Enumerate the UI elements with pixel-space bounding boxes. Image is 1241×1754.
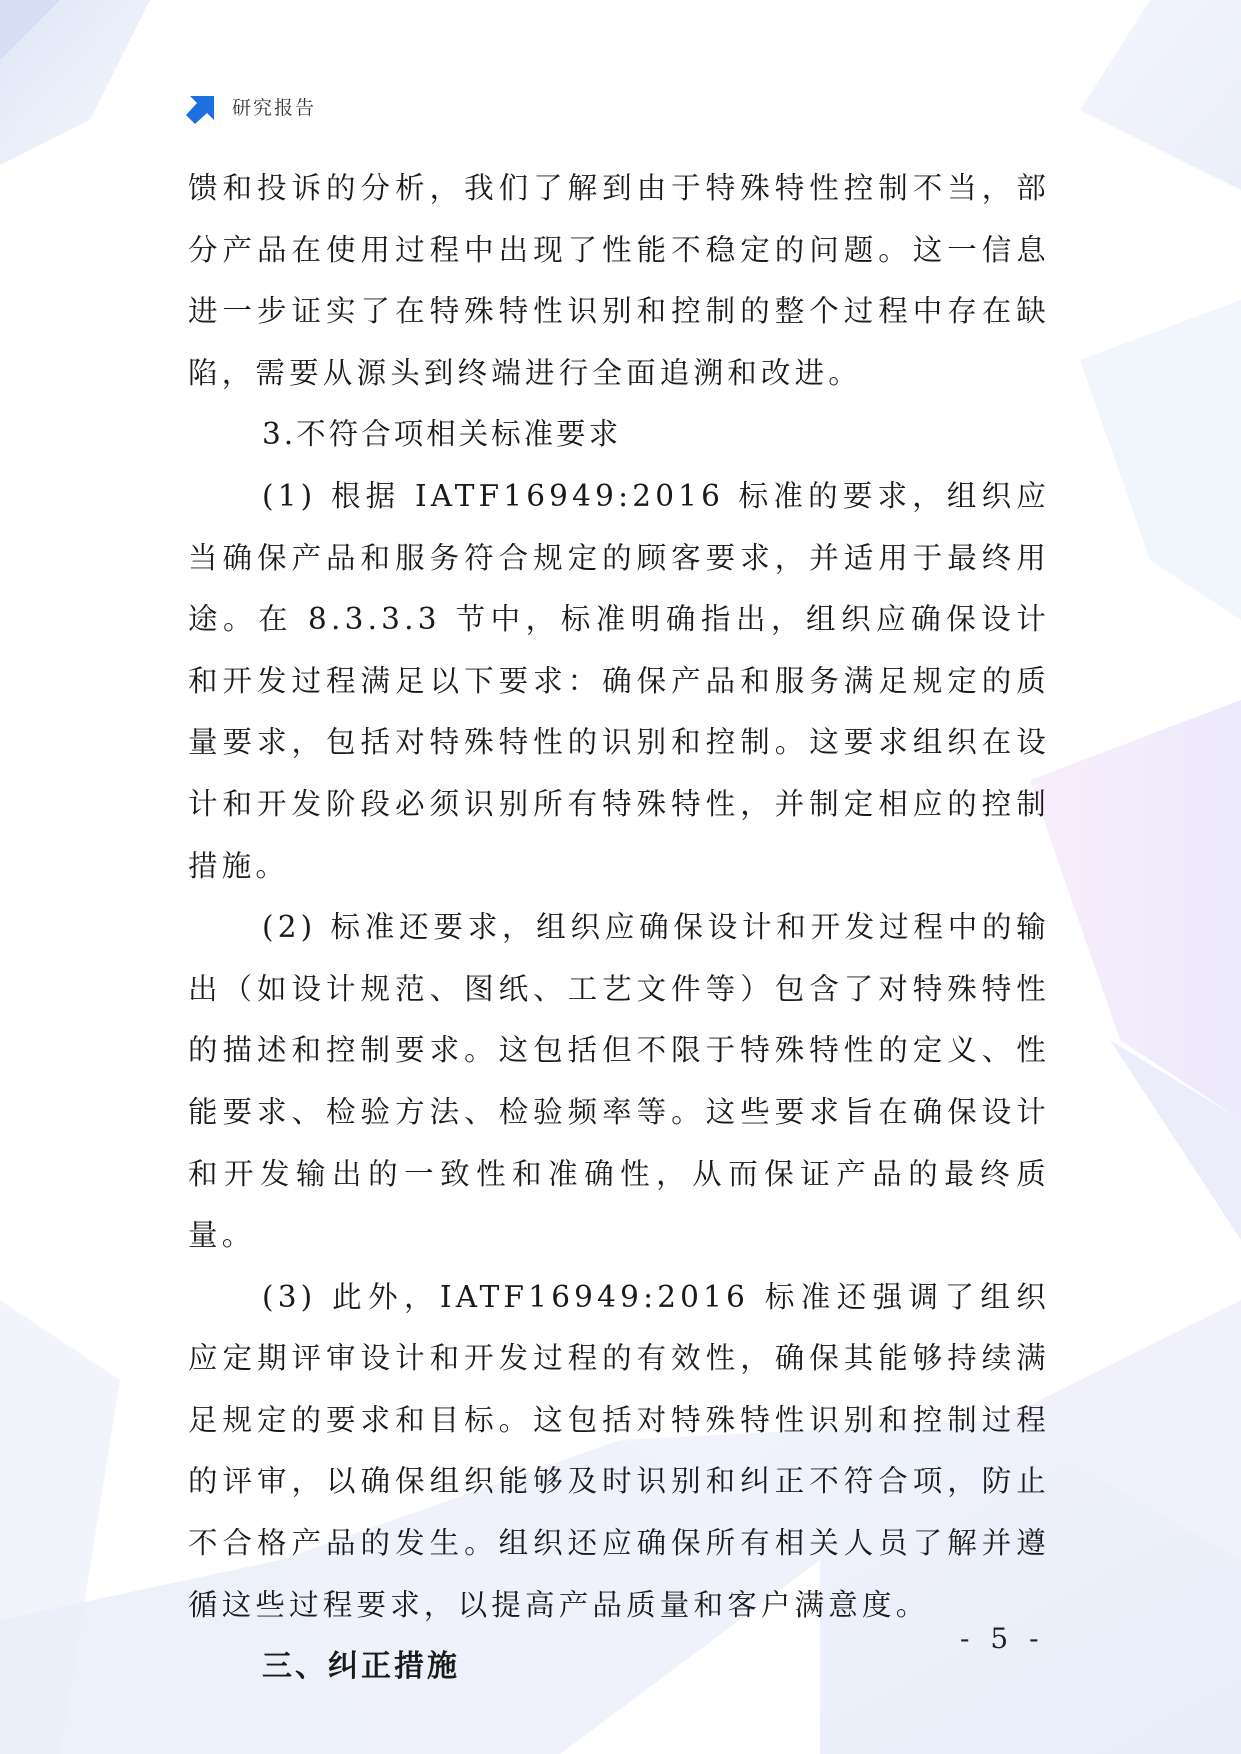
arrow-up-right-icon: [186, 88, 222, 124]
subheading-standard-requirements: 3.不符合项相关标准要求: [262, 417, 622, 452]
paragraph-continuation: 馈和投诉的分析，我们了解到由于特殊特性控制不当，部分产品在使用过程中出现了性能不稳定的问题。这一信息进一步证实了在特殊特性识别和控制的整个过程中存在缺陷，需要从源头到终端进行全面追溯和改进。: [188, 171, 1050, 390]
page-number: - 5 -: [960, 1622, 1045, 1655]
paragraph-requirement-3: (3) 此外，IATF16949:2016 标准还强调了组织应定期评审设计和开发过程的有效性，确保其能够持续满足规定的要求和目标。这包括对特殊特性识别和控制过程的评审，以确保组织能够及时识别和纠正不符合项，防止不合格产品的发生。组织还应确保所有相关人员了解并遵循这些过程要求，以提高产品质量和客户满意度。: [188, 1279, 1050, 1622]
paragraph-requirement-2: (2) 标准还要求，组织应确保设计和开发过程中的输出（如设计规范、图纸、工艺文件等）包含了对特殊特性的描述和控制要求。这包括但不限于特殊特性的定义、性能要求、检验方法、检验频率等。这些要求旨在确保设计和开发输出的一致性和准确性，从而保证产品的最终质量。: [188, 910, 1050, 1253]
paragraph-requirement-1: (1) 根据 IATF16949:2016 标准的要求，组织应当确保产品和服务符合规定的顾客要求，并适用于最终用途。在 8.3.3.3 节中，标准明确指出，组织应确保设计和开发过程满足以下要求：确保产品和服务满足规定的质量要求，包括对特殊特性的识别和控制。这要求组织在设计和开发阶段必须识别所有特殊特性，并制定相应的控制措施。: [188, 478, 1050, 883]
report-header: [186, 86, 316, 126]
header-title: 研究报告: [232, 96, 317, 119]
section-heading-corrective-actions: 三、纠正措施: [262, 1649, 460, 1685]
document-body: [188, 158, 1050, 1698]
